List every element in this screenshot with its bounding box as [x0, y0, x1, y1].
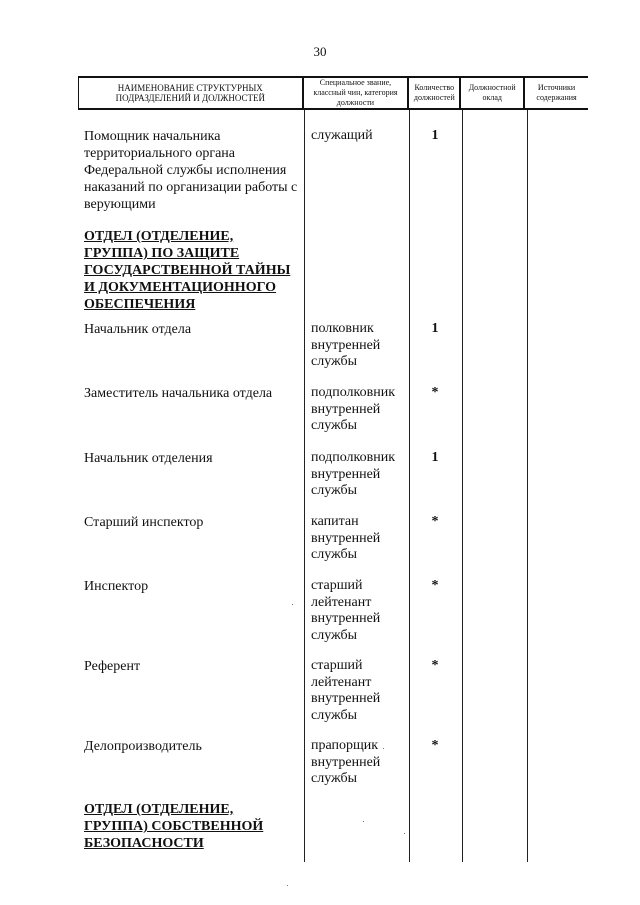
position-name: Делопроизводитель: [84, 739, 202, 754]
rank: служащий: [311, 128, 373, 143]
quantity: *: [431, 385, 439, 400]
position-name: Инспектор: [84, 579, 149, 594]
scan-speck: [292, 604, 293, 605]
column-divider: [409, 110, 410, 862]
table-header: [78, 76, 588, 110]
header-rank-column: Специальное звание, классный чин, категория должности: [304, 78, 410, 108]
position-name: Старший инспектор: [84, 515, 204, 530]
quantity: *: [431, 658, 439, 673]
position-name: Заместитель начальника отдела: [84, 386, 273, 401]
scan-speck: [363, 821, 364, 822]
rank: подполковник внутренней службы: [311, 450, 395, 498]
quantity: 1: [431, 450, 439, 465]
scan-speck: [404, 833, 405, 834]
header-source-column: Источники содержания: [536, 83, 577, 102]
header-quantity-column: Количество должностей: [409, 78, 461, 108]
column-divider: [462, 110, 463, 862]
page-number: 30: [313, 44, 327, 59]
rank: капитан внутренней службы: [311, 514, 381, 562]
position-name: Начальник отдела: [84, 322, 192, 337]
column-divider: [304, 110, 305, 862]
scan-speck: [383, 748, 384, 749]
quantity: *: [431, 738, 439, 753]
rank: подполковник внутренней службы: [311, 385, 395, 433]
quantity: 1: [431, 321, 439, 336]
position-name: Референт: [84, 659, 141, 674]
position-name: Начальник отделения: [84, 451, 213, 466]
position-name: Помощник начальника территориального органа Федеральной службы исполнения наказаний по организации работы с верующими: [84, 129, 298, 212]
rank: старший лейтенант внутренней службы: [311, 578, 381, 643]
scan-speck: [287, 885, 288, 886]
section-heading: ОТДЕЛ (ОТДЕЛЕНИЕ, ГРУППА) ПО ЗАЩИТЕ ГОСУДАРСТВЕННОЙ ТАЙНЫ И ДОКУМЕНТАЦИОННОГО ОБЕСПЕЧЕНИЯ: [84, 229, 291, 312]
quantity: *: [431, 514, 439, 529]
rank: прапорщик внутренней службы: [311, 738, 381, 786]
rank: старший лейтенант внутренней службы: [311, 658, 381, 723]
quantity: 1: [431, 128, 439, 143]
header-name-column: НАИМЕНОВАНИЕ СТРУКТУРНЫХ ПОДРАЗДЕЛЕНИЙ И ДОЛЖНОСТЕЙ: [79, 78, 304, 108]
header-salary-column: Должностной оклад: [461, 78, 525, 108]
quantity: *: [431, 578, 439, 593]
column-divider: [527, 110, 528, 862]
section-heading: ОТДЕЛ (ОТДЕЛЕНИЕ, ГРУППА) СОБСТВЕННОЙ БЕЗОПАСНОСТИ: [84, 802, 264, 851]
rank: полковник внутренней службы: [311, 321, 381, 369]
